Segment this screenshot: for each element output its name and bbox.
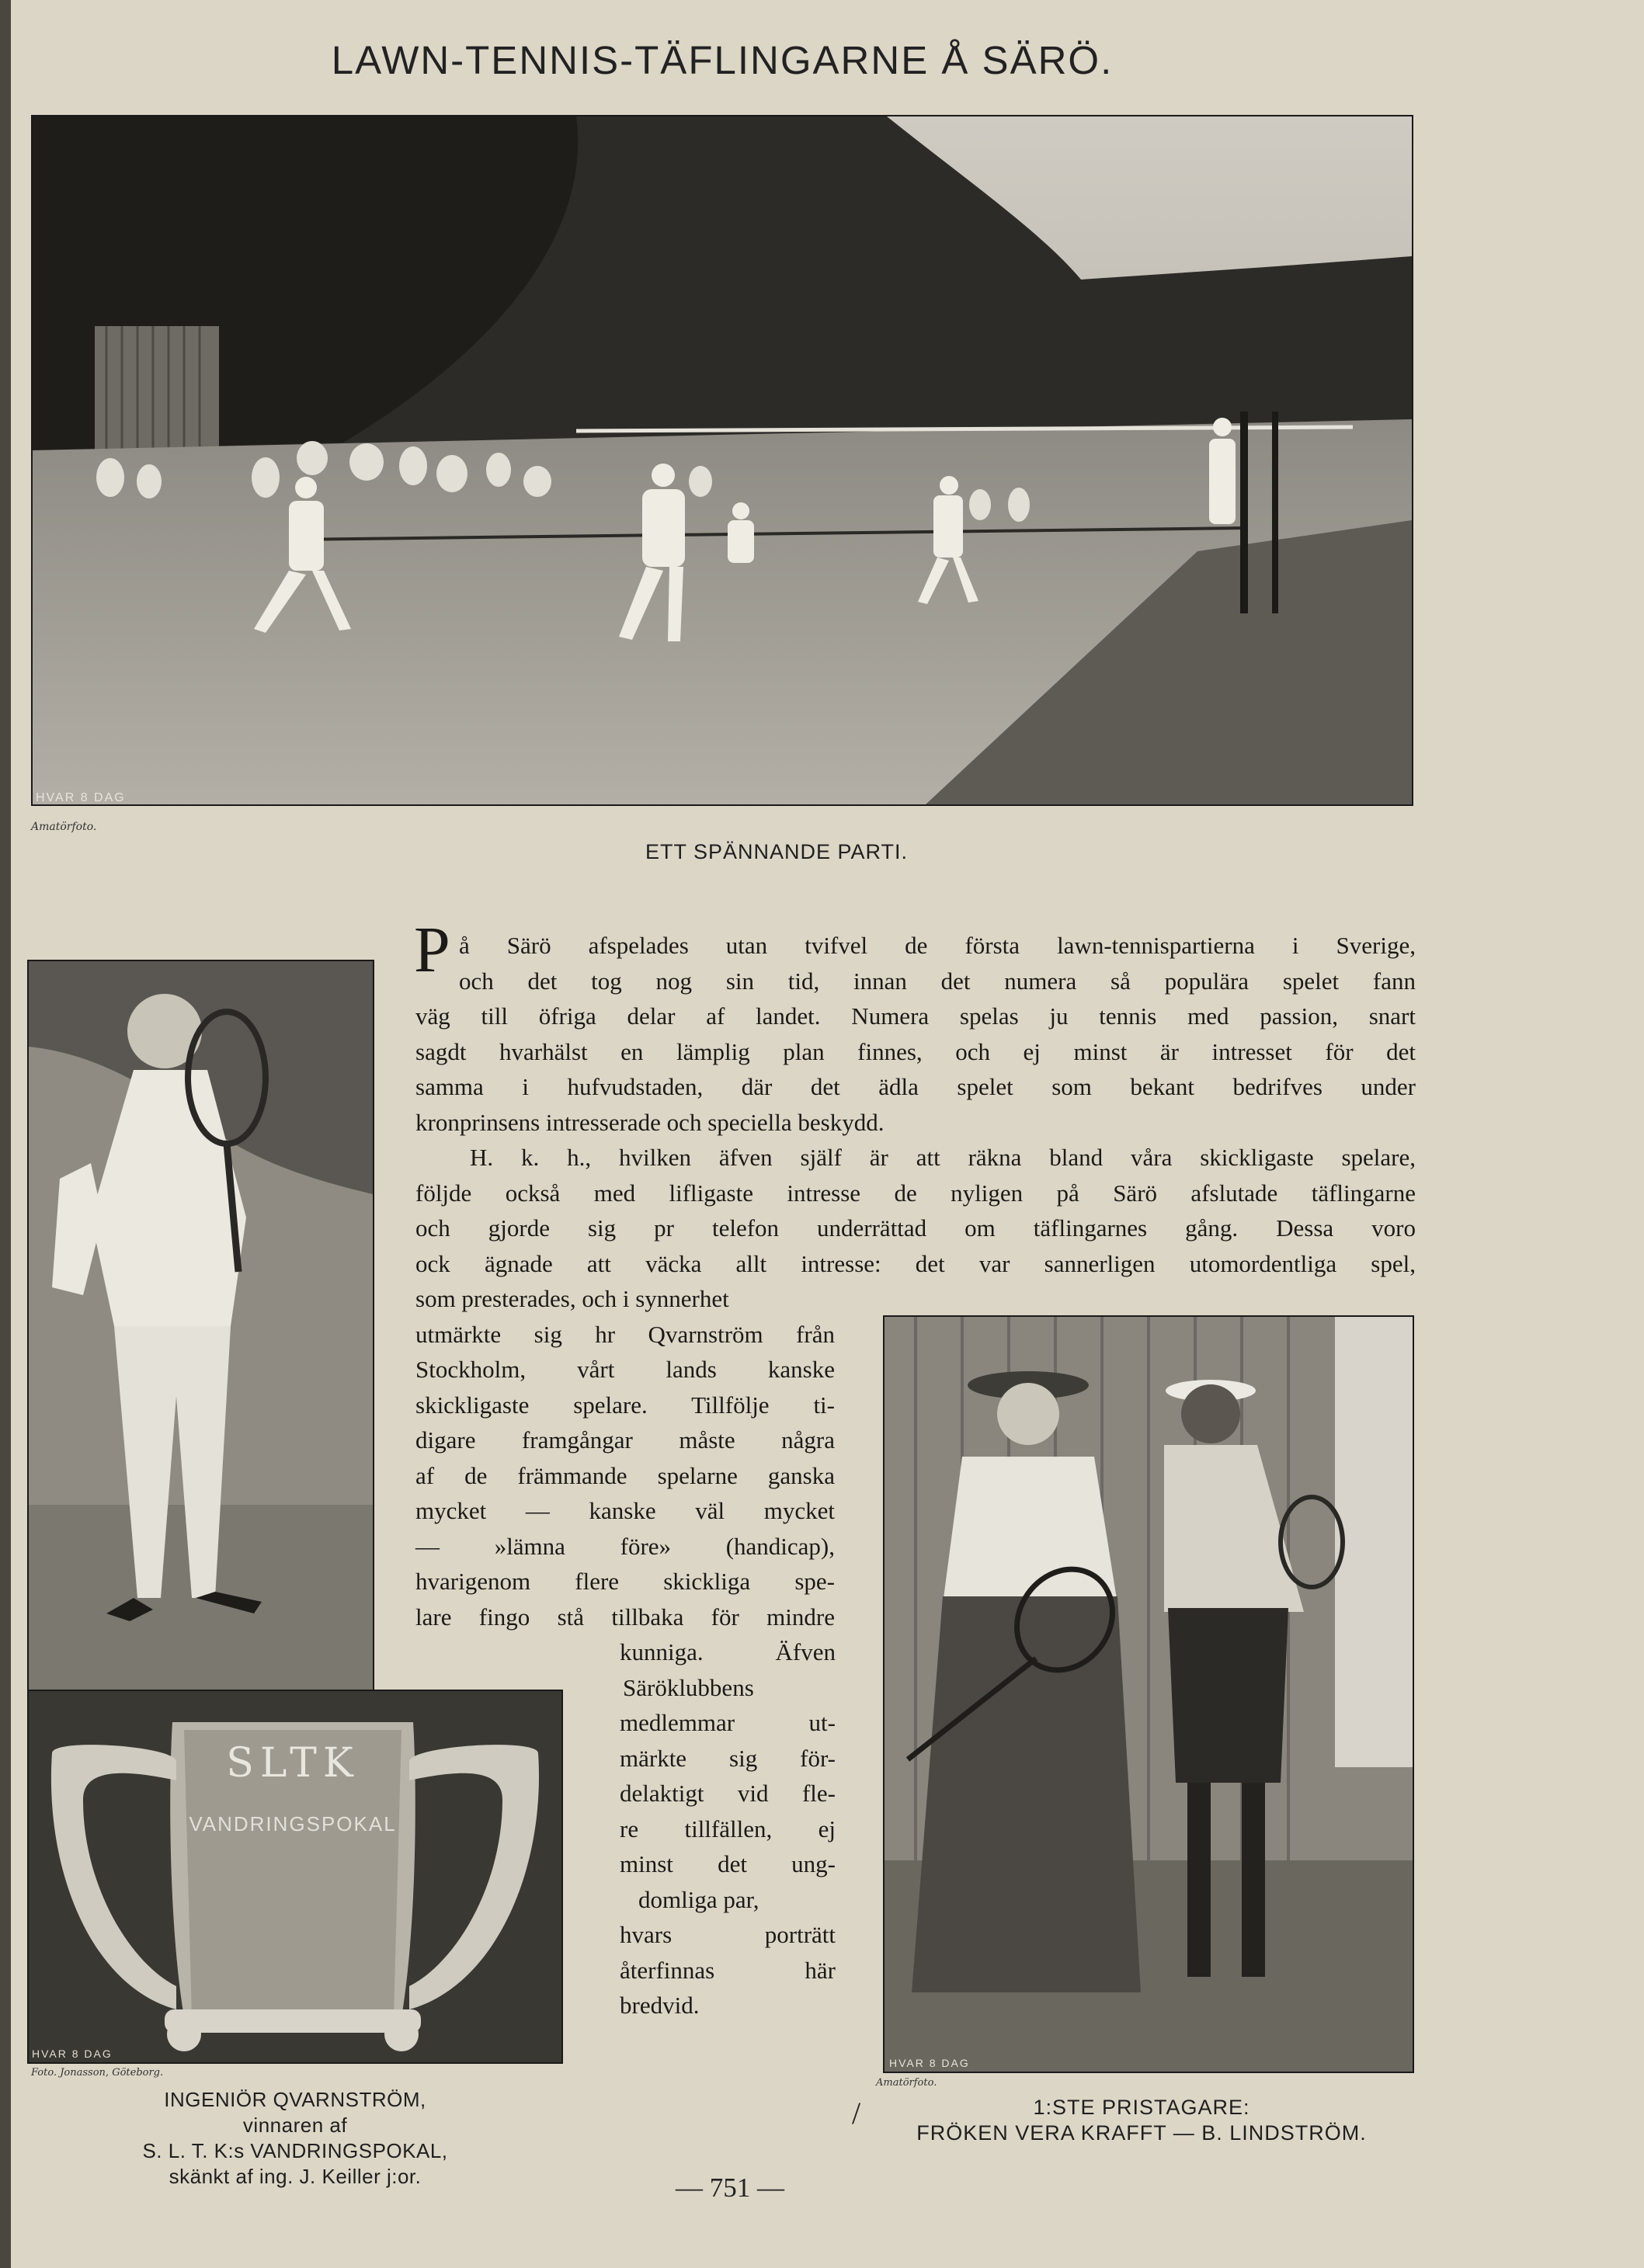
article-line: följde också med lifligaste intresse de nyligen på Särö afslutade täflingarne <box>415 1179 1416 1207</box>
qvarnstrom-portrait-photo <box>27 960 374 1691</box>
player-portrait-illustration <box>29 961 373 1690</box>
article-line: samma i hufvudstaden, där det ädla spelet som bekant bedrifves under <box>415 1073 1416 1100</box>
article-line: re tillfällen, ej <box>620 1815 836 1843</box>
article-line: af de främmande spelarne ganska <box>415 1461 835 1489</box>
article-text-middle <box>415 1281 835 1634</box>
article-line: och gjorde sig pr telefon underrättad om täflingarnes gång. Dessa voro <box>415 1214 1416 1242</box>
article-line: ock ägnade att väcka allt intresse: det var sannerligen utomordentliga spel, <box>415 1249 1416 1277</box>
article-line: och det tog nog sin tid, innan det numera så populära spelet fann <box>459 967 1416 995</box>
left-caption-line-3: S. L. T. K:s VANDRINGSPOKAL, <box>142 2139 448 2162</box>
article-line: kunniga. Äfven <box>620 1638 836 1665</box>
article-line: H. k. h., hvilken äfven själf är att räkna bland våra skickligaste spelare, <box>470 1144 1416 1171</box>
binding-gutter <box>0 0 11 2268</box>
photo-watermark: HVAR 8 DAG <box>36 791 126 804</box>
article-text-narrow <box>620 1634 836 2023</box>
right-caption-line-2: FRÖKEN VERA KRAFFT — B. LINDSTRÖM. <box>916 2121 1367 2145</box>
article-drop-cap: P <box>414 914 450 986</box>
cup-engraving-title: VANDRINGSPOKAL <box>189 1812 397 1836</box>
left-caption-line-4: skänkt af ing. J. Keiller j:or. <box>169 2165 422 2188</box>
article-line: medlemmar ut- <box>620 1709 836 1736</box>
article-line: återfinnas här <box>620 1956 836 1984</box>
right-photo-caption <box>878 2095 1406 2146</box>
prize-winners-photo <box>883 1315 1414 2073</box>
article-line: minst det ung- <box>620 1850 836 1877</box>
article-line: skickligaste spelare. Tillfölje ti- <box>415 1391 835 1419</box>
article-line: hvarigenom flere skickliga spe- <box>415 1568 835 1595</box>
cup-engraving-club: SLTK <box>226 1740 360 1787</box>
article-line: utmärkte sig hr Qvarnström från <box>415 1320 835 1348</box>
stray-mark: / <box>852 2096 861 2131</box>
article-line: delaktigt vid fle- <box>620 1780 836 1807</box>
article-line: märkte sig för- <box>620 1744 836 1772</box>
article-line: hvars porträtt <box>620 1921 836 1948</box>
article-line: bredvid. <box>620 1992 700 2019</box>
winners-photo-watermark: HVAR 8 DAG <box>889 2057 970 2069</box>
article-line: sagdt hvarhälst en lämplig plan finnes, och ej minst är intresset för det <box>415 1037 1416 1065</box>
vandringspokal-cup-photo <box>27 1690 563 2064</box>
article-line: Säröklubbens <box>623 1673 754 1701</box>
article-line: mycket — kanske väl mycket <box>415 1497 835 1524</box>
prize-winners-illustration <box>885 1317 1413 2072</box>
article-line: lare fingo stå tillbaka för mindre <box>415 1603 835 1631</box>
left-photo-credit: Foto. Jonasson, Göteborg. <box>31 2067 164 2079</box>
article-line: som presterades, och i synnerhet <box>415 1285 729 1312</box>
tennis-match-illustration <box>33 116 1412 804</box>
tennis-match-photo <box>31 115 1413 806</box>
article-line: domliga par, <box>638 1885 759 1913</box>
page-number: — 751 — <box>676 2172 784 2203</box>
top-photo-caption: ETT SPÄNNANDE PARTI. <box>645 840 909 863</box>
left-caption-line-2: vinnaren af <box>242 2113 348 2137</box>
article-line: digare framgångar måste några <box>415 1426 835 1454</box>
article-line: — »lämna före» (handicap), <box>415 1532 835 1560</box>
article-line: kronprinsens intresserade och speciella beskydd. <box>415 1108 885 1136</box>
left-photo-caption <box>78 2087 513 2190</box>
article-line: väg till öfriga delar af landet. Numera spelas ju tennis med passion, snart <box>415 1002 1416 1030</box>
article-text-full <box>415 928 1416 1281</box>
trophy-cup-illustration <box>29 1691 561 2062</box>
right-caption-line-1: 1:STE PRISTAGARE: <box>1033 2096 1250 2119</box>
page-title: LAWN-TENNIS-TÄFLINGARNE Å SÄRÖ. <box>331 38 1114 82</box>
top-photo-credit: Amatörfoto. <box>31 821 97 833</box>
article-line: Stockholm, vårt lands kanske <box>415 1356 835 1383</box>
cup-photo-watermark: HVAR 8 DAG <box>32 2047 113 2060</box>
article-line: å Särö afspelades utan tvifvel de första lawn-tennispartierna i Sverige, <box>459 932 1416 959</box>
left-caption-line-1: INGENIÖR QVARNSTRÖM, <box>164 2088 426 2111</box>
right-photo-credit: Amatörfoto. <box>876 2077 937 2089</box>
